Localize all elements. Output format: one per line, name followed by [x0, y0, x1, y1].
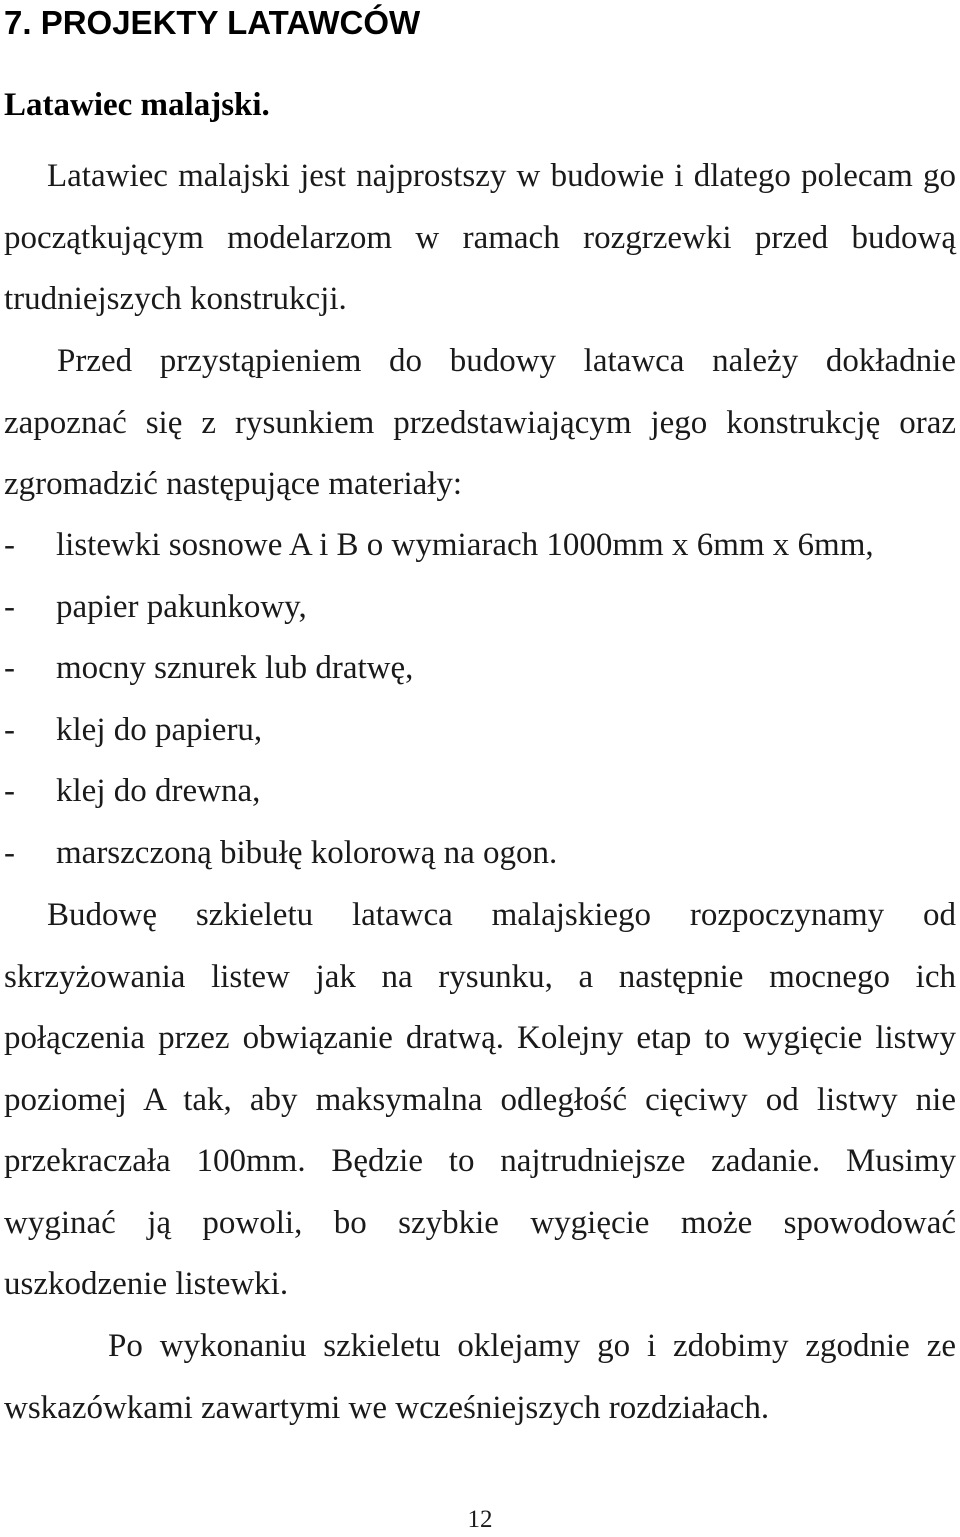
list-item-text: klej do drewna,	[56, 773, 261, 809]
list-bullet: -	[4, 834, 15, 871]
list-bullet: -	[4, 527, 15, 563]
list-item-text: papier pakunkowy,	[56, 588, 307, 625]
intro-paragraph: Latawiec malajski jest najprostszy w budowie i dlatego polecam go początkującym modelarzom w ramach rozgrzewki przed budową trudniejszych konstrukcji.	[4, 158, 956, 317]
list-item-text: listewki sosnowe A i B o wymiarach 1000mm x 6mm x 6mm,	[56, 527, 874, 563]
list-item-text: marszczoną bibułę kolorową na ogon.	[56, 834, 558, 871]
list-item	[4, 577, 956, 639]
page-number: 12	[467, 1506, 493, 1533]
list-bullet: -	[4, 650, 15, 686]
materials-list	[4, 515, 956, 884]
list-bullet: -	[4, 773, 15, 809]
list-item-text: mocny sznurek lub dratwę,	[56, 650, 414, 686]
list-item	[4, 761, 956, 823]
section-title: Latawiec malajski.	[4, 87, 270, 123]
construction-paragraph: Budowę szkieletu latawca malajskiego rozpoczynamy od skrzyżowania listew jak na rysunku, a następnie mocnego ich połączenia przez obwiązanie dratwą. Kolejny etap to wygięcie listwy poziomej A tak, aby maksymalna odległość cięciwy od listwy nie przekraczała 100mm. Będzie to najtrudniejsze zadanie. Musimy wyginać ją powoli, bo szybkie wygięcie może spowodować uszkodzenie listewki.	[4, 897, 956, 1302]
preparation-paragraph: Przed przystąpieniem do budowy latawca należy dokładnie zapoznać się z rysunkiem przedstawiającym jego konstrukcję oraz zgromadzić następujące materiały:	[4, 343, 956, 502]
list-item	[4, 515, 956, 577]
list-item	[4, 700, 956, 762]
list-item	[4, 823, 956, 885]
list-bullet: -	[4, 588, 15, 625]
document-page	[4, 0, 956, 1537]
list-item	[4, 638, 956, 700]
chapter-title: 7. PROJEKTY LATAWCÓW	[4, 4, 421, 41]
list-bullet: -	[4, 711, 15, 748]
finishing-paragraph: Po wykonaniu szkieletu oklejamy go i zdobimy zgodnie ze wskazówkami zawartymi we wcześniejszych rozdziałach.	[4, 1328, 956, 1426]
list-item-text: klej do papieru,	[56, 711, 263, 748]
